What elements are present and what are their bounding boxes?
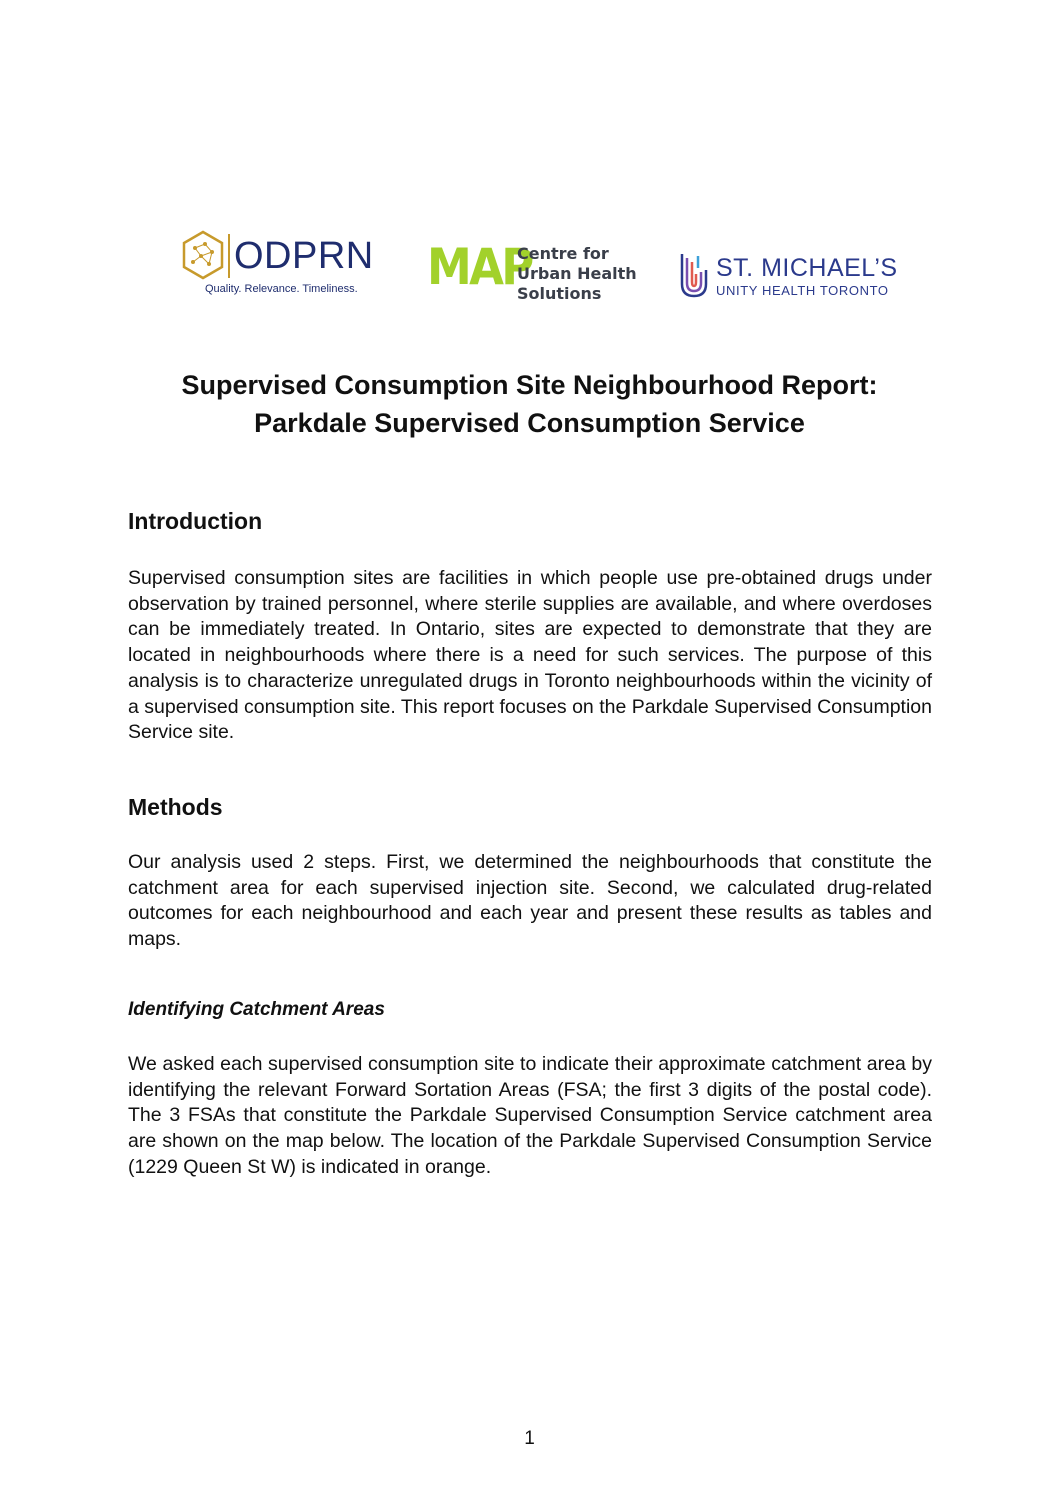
map-logo <box>427 238 647 304</box>
logo-bar <box>0 222 1059 312</box>
map-subtitle-line1: Centre for <box>517 244 609 263</box>
methods-heading: Methods <box>128 794 223 820</box>
st-michaels-subtitle: UNITY HEALTH TORONTO <box>716 283 889 298</box>
map-wordmark: MAP <box>427 238 532 296</box>
st-michaels-name: ST. MICHAEL’S <box>716 254 898 282</box>
st-michaels-mark-icon <box>678 250 710 300</box>
odprn-logo <box>181 228 374 298</box>
st-michaels-logo <box>678 250 898 310</box>
catchment-heading: Identifying Catchment Areas <box>128 999 385 1020</box>
hexagon-network-icon <box>181 230 225 282</box>
map-subtitle-line2: Urban Health <box>517 264 637 283</box>
odprn-tagline: Quality. Relevance. Timeliness. <box>205 283 358 295</box>
report-title-line1: Supervised Consumption Site Neighbourhood Report: <box>181 370 878 400</box>
introduction-paragraph: Supervised consumption sites are facilities in which people use pre-obtained drugs under observation by trained personnel, where sterile supplies are available, and where overdoses can be immediately treated. In Ontario, sites are expected to demonstrate that they are located in neighbourhoods where there is a need for such services. The purpose of this analysis is to characterize unregulated drugs in Toronto neighbourhoods within the vicinity of a supervised consumption site. This report focuses on the Parkdale Supervised Consumption Service site. <box>128 567 932 744</box>
catchment-paragraph: We asked each supervised consumption site to indicate their approximate catchment area by identifying the relevant Forward Sortation Areas (FSA; the first 3 digits of the postal code). The 3 FSAs that constitute the Parkdale Supervised Consumption Service catchment area are shown on the map below. The location of the Parkdale Supervised Consumption Service (1229 Queen St W) is indicated in orange. <box>128 1053 932 1178</box>
introduction-heading: Introduction <box>128 508 263 534</box>
map-subtitle <box>517 244 637 304</box>
page-number: 1 <box>524 1428 535 1449</box>
report-title <box>0 366 1059 442</box>
odprn-name: ODPRN <box>234 235 374 277</box>
methods-paragraph: Our analysis used 2 steps. First, we determined the neighbourhoods that constitute the catchment area for each supervised injection site. Second, we calculated drug-related outcomes for each neighbourhood and each year and present these results as tables and maps. <box>128 851 932 951</box>
logo-divider <box>228 234 230 278</box>
report-title-line2: Parkdale Supervised Consumption Service <box>254 408 805 438</box>
map-subtitle-line3: Solutions <box>517 284 602 303</box>
